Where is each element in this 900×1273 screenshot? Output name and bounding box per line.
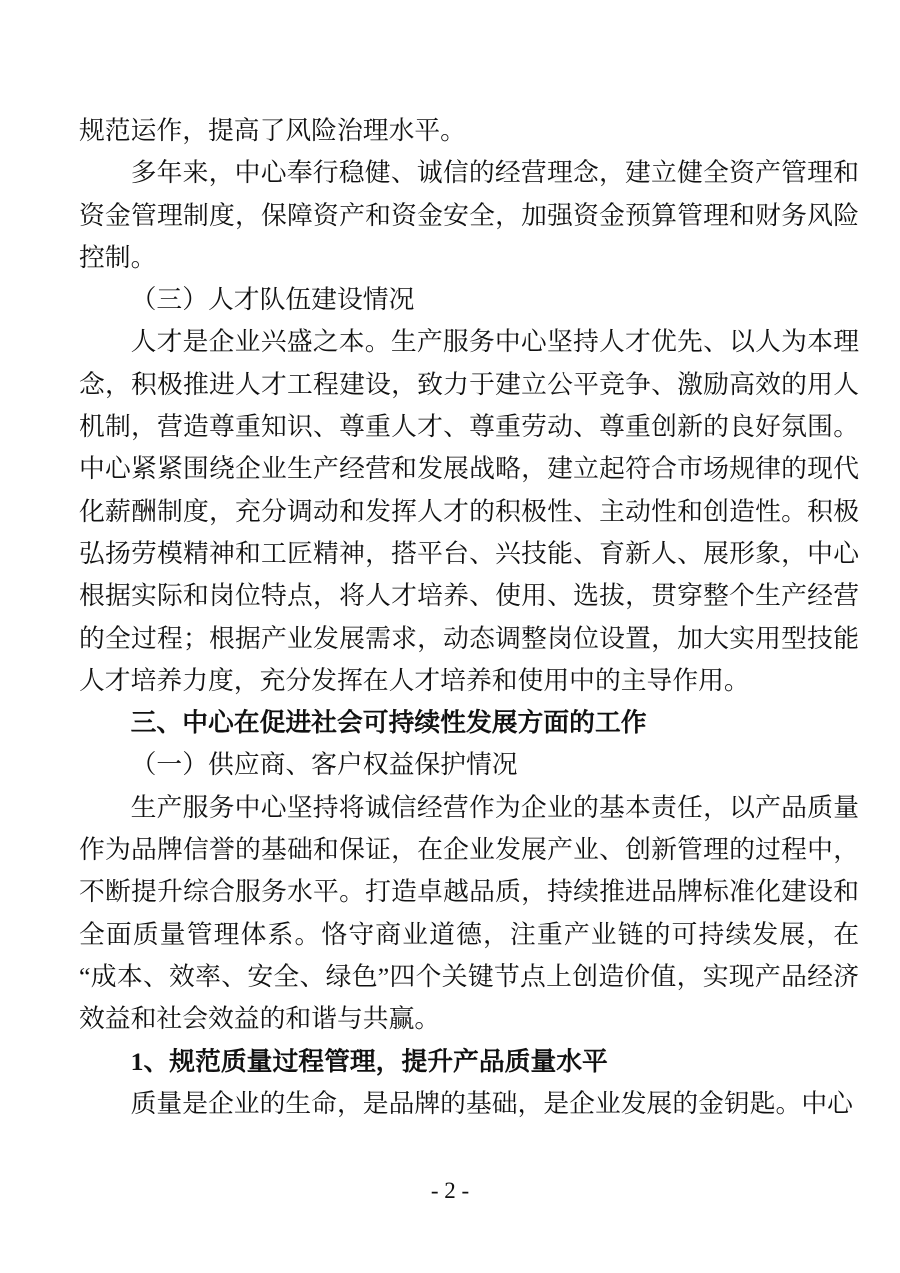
chapter-heading-sustainable-development: 三、中心在促进社会可持续性发展方面的工作: [130, 709, 647, 738]
section-heading-talent-team: （三）人才队伍建设情况: [130, 285, 415, 315]
paragraph: 人才是企业兴盛之本。生产服务中心坚持人才优先、以人为本理念，积极推进人才工程建设，致力于建立公平竞争、激励高效的用人机制，营造尊重知识、尊重人才、尊重劳动、尊重创新的良好氛围。中心紧紧围绕企业生产经营和发展战略，建立起符合市场规律的现代化薪酬制度，充分调动和发挥人才的积极性、主动性和创造性。积极弘扬劳模精神和工匠精神，搭平台、兴技能、育新人、展形象，中心根据实际和岗位特点，将人才培养、使用、选拔，贯穿整个生产经营的全过程；根据产业发展需求，动态调整岗位设置，加大实用型技能人才培养力度，充分发挥在人才培养和使用中的主导作用。: [79, 327, 859, 695]
paragraph: 质量是企业的生命，是品牌的基础，是企业发展的金钥匙。中心: [130, 1088, 853, 1118]
section-heading-supplier-customer-rights: （一）供应商、客户权益保护情况: [130, 750, 518, 780]
paragraph: 规范运作，提高了风险治理水平。: [79, 116, 466, 145]
page-number: - 2 -: [430, 1178, 470, 1203]
paragraph: 生产服务中心坚持将诚信经营作为企业的基本责任，以产品质量作为品牌信誉的基础和保证，在企业发展产业、创新管理的过程中，不断提升综合服务水平。打造卓越品质，持续推进品牌标准化建设和全面质量管理体系。恪守商业道德，注重产业链的可持续发展，在“成本、效率、安全、绿色”四个关键节点上创造价值，实现产品经济效益和社会效益的和谐与共赢。: [79, 792, 859, 1034]
numbered-heading-quality-management: 1、规范质量过程管理，提升产品质量水平: [130, 1046, 608, 1076]
paragraph: 多年来，中心奉行稳健、诚信的经营理念，建立健全资产管理和资金管理制度，保障资产和资金安全，加强资金预算管理和财务风险控制。: [79, 158, 859, 272]
document-body: [79, 110, 859, 1125]
